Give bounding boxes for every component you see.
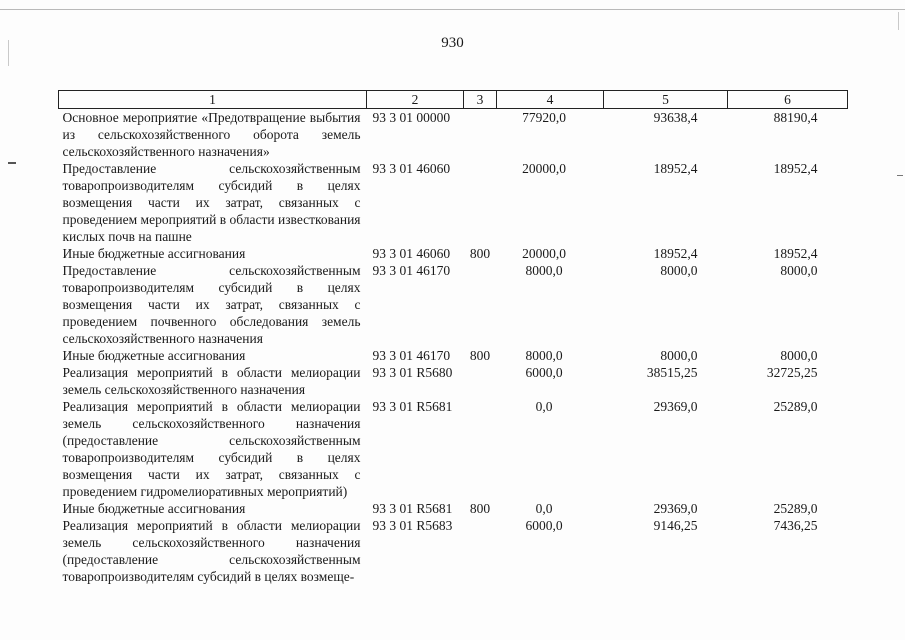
row-value-5: 29369,0 <box>653 501 698 516</box>
row-name: Реализация мероприятий в области мелиорации земель сельскохозяйственного назначения (предоставление сельскохозяйственным товаропроизводителям субсидий в целях возмеще- <box>62 518 361 584</box>
scan-mark-right <box>897 175 903 176</box>
row-value-5: 18952,4 <box>653 246 698 261</box>
row-value-4: 0,0 <box>535 501 553 516</box>
row-value-6: 88190,4 <box>773 110 818 125</box>
row-code: 93 3 01 R5681 <box>372 399 453 414</box>
row-value-6: 25289,0 <box>773 399 818 414</box>
row-value-5: 93638,4 <box>653 110 698 125</box>
header-col-3: 3 <box>464 91 497 109</box>
table-row <box>59 245 848 262</box>
row-value-4: 0,0 <box>535 399 553 414</box>
table-row <box>59 500 848 517</box>
row-code: 93 3 01 46060 <box>372 246 451 261</box>
row-code: 93 3 01 46170 <box>372 263 451 278</box>
header-row <box>59 91 848 109</box>
row-value-6: 8000,0 <box>780 348 818 363</box>
row-vr <box>464 109 497 161</box>
row-value-6: 25289,0 <box>773 501 818 516</box>
row-value-4: 8000,0 <box>525 348 563 363</box>
row-vr <box>464 398 497 500</box>
row-vr: 800 <box>469 348 491 363</box>
table-row <box>59 109 848 161</box>
row-name: Иные бюджетные ассигнования <box>62 501 246 516</box>
row-code: 93 3 01 R5680 <box>372 365 453 380</box>
budget-table <box>58 90 848 585</box>
row-vr: 800 <box>469 501 491 516</box>
row-value-5: 9146,25 <box>653 518 698 533</box>
row-value-4: 8000,0 <box>525 263 563 278</box>
scan-mark-left <box>8 162 16 164</box>
row-value-4: 20000,0 <box>522 161 566 176</box>
row-value-4: 6000,0 <box>525 518 563 533</box>
row-value-6: 8000,0 <box>780 263 818 278</box>
table-row <box>59 347 848 364</box>
header-col-4: 4 <box>497 91 604 109</box>
row-name: Реализация мероприятий в области мелиорации земель сельскохозяйственного назначения <box>62 365 361 397</box>
header-col-1: 1 <box>59 91 367 109</box>
row-vr <box>464 262 497 347</box>
row-name: Иные бюджетные ассигнования <box>62 246 246 261</box>
table-row <box>59 517 848 585</box>
table-row <box>59 262 848 347</box>
page-number: 930 <box>441 35 464 51</box>
table-row <box>59 398 848 500</box>
row-name: Иные бюджетные ассигнования <box>62 348 246 363</box>
row-name: Реализация мероприятий в области мелиорации земель сельскохозяйственного назначения (предоставление сельскохозяйственным товаропроизводителям субсидий в целях возмещения части их затрат, связанных с проведением гидромелиоративных мероприятий) <box>62 399 361 499</box>
row-name: Основное мероприятие «Предотвращение выбытия из сельскохозяйственного оборота земель сельскохозяйственного назначения» <box>62 110 361 159</box>
row-code: 93 3 01 46170 <box>372 348 451 363</box>
row-vr <box>464 160 497 245</box>
header-col-5: 5 <box>604 91 728 109</box>
row-code: 93 3 01 R5681 <box>372 501 453 516</box>
scan-edge-right <box>898 12 899 30</box>
row-code: 93 3 01 00000 <box>372 110 451 125</box>
row-value-5: 29369,0 <box>653 399 698 414</box>
row-value-6: 18952,4 <box>773 161 818 176</box>
row-value-6: 7436,25 <box>773 518 818 533</box>
row-name: Предоставление сельскохозяйственным товаропроизводителям субсидий в целях возмещения части их затрат, связанных с проведением мероприятий в области известкования кислых почв на пашне <box>62 161 361 244</box>
row-value-4: 20000,0 <box>522 246 566 261</box>
header-col-2: 2 <box>367 91 464 109</box>
header-col-6: 6 <box>728 91 848 109</box>
scan-edge-top <box>0 9 905 10</box>
row-vr: 800 <box>469 246 491 261</box>
row-value-6: 32725,25 <box>766 365 818 380</box>
row-name: Предоставление сельскохозяйственным товаропроизводителям субсидий в целях возмещения части их затрат, связанных с проведением почвенного обследования земель сельскохозяйственного назначения <box>62 263 361 346</box>
table-row <box>59 160 848 245</box>
row-value-5: 8000,0 <box>660 348 698 363</box>
row-value-5: 18952,4 <box>653 161 698 176</box>
row-value-5: 38515,25 <box>646 365 698 380</box>
row-value-4: 77920,0 <box>522 110 566 125</box>
row-code: 93 3 01 R5683 <box>372 518 453 533</box>
table-row <box>59 364 848 398</box>
row-vr <box>464 364 497 398</box>
row-code: 93 3 01 46060 <box>372 161 451 176</box>
row-value-6: 18952,4 <box>773 246 818 261</box>
row-value-4: 6000,0 <box>525 365 563 380</box>
row-value-5: 8000,0 <box>660 263 698 278</box>
row-vr <box>464 517 497 585</box>
